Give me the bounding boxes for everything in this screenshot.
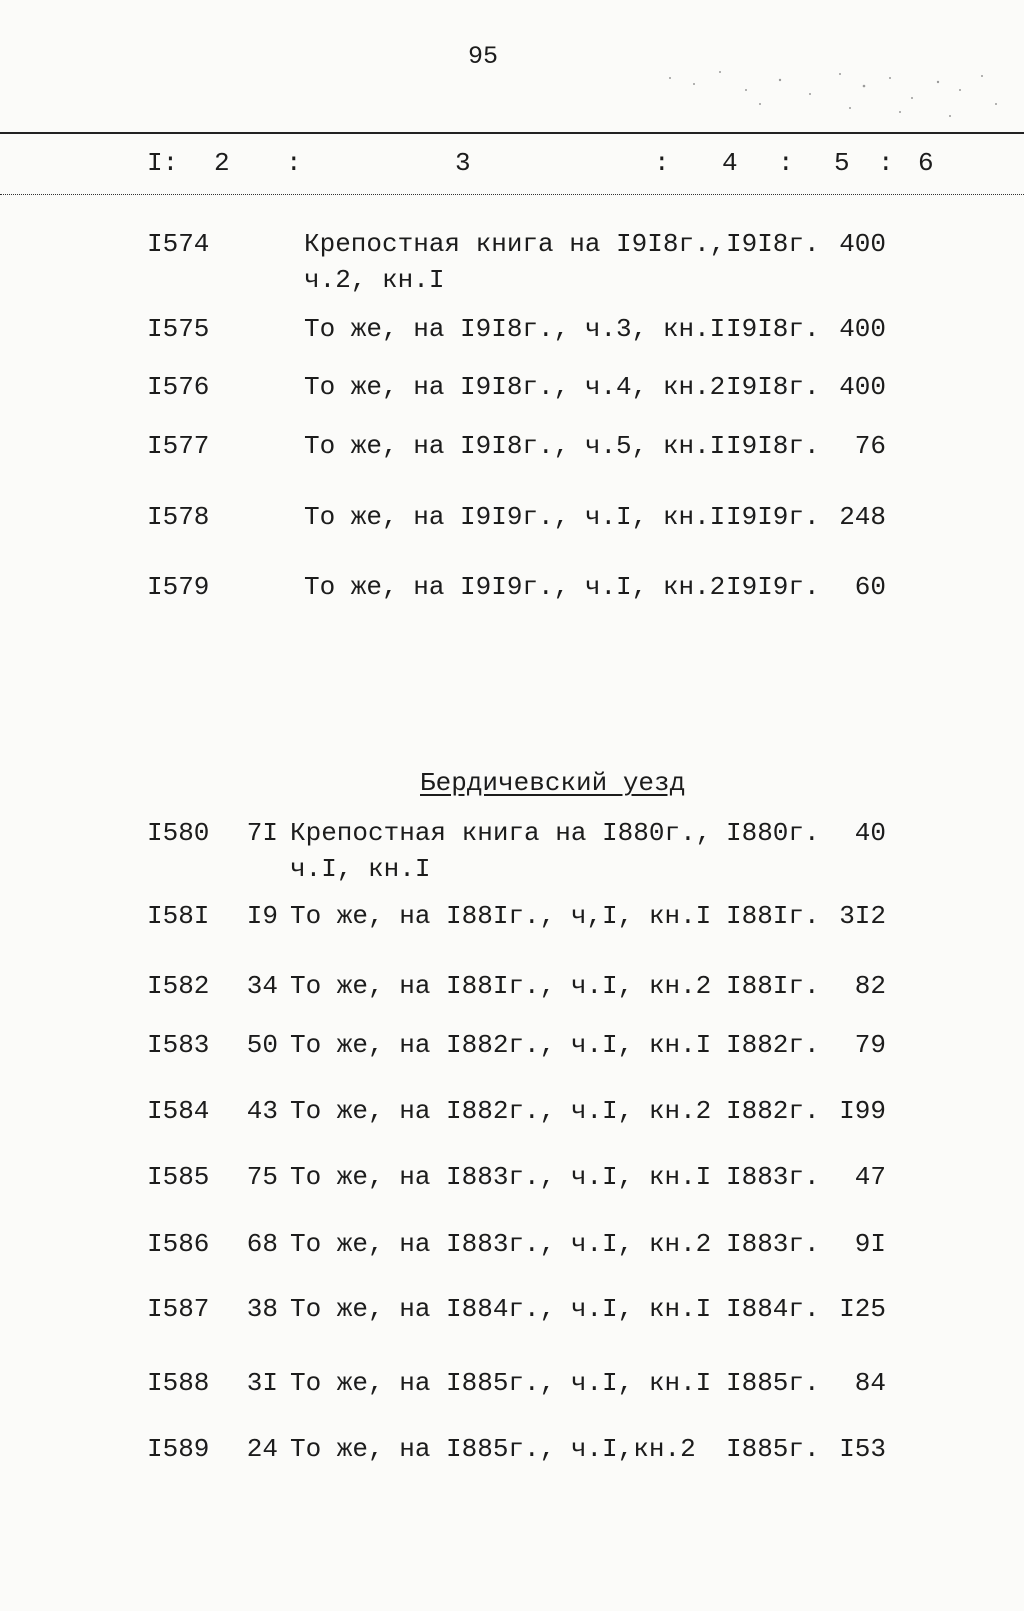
item-date: I885г. <box>726 1368 820 1398</box>
item-date: I883г. <box>726 1162 820 1192</box>
column-separator: : <box>778 148 794 178</box>
item-date: I883г. <box>726 1229 820 1259</box>
old-item-number: 43 <box>246 1096 278 1126</box>
column-header-5: 5 <box>834 148 850 178</box>
item-number: I585 <box>147 1162 210 1192</box>
item-sheet-count: 400 <box>839 372 886 402</box>
item-number: I588 <box>147 1368 210 1398</box>
section-heading: Бердичевский уезд <box>420 768 686 798</box>
old-item-number: 68 <box>246 1229 278 1259</box>
item-title-continuation: ч.I, кн.I <box>290 854 431 884</box>
old-item-number: 50 <box>246 1030 278 1060</box>
item-number: I576 <box>147 372 210 402</box>
page-number: 95 <box>468 42 499 71</box>
item-number: I587 <box>147 1294 210 1324</box>
item-title: Крепостная книга на I880г., <box>290 818 712 848</box>
old-item-number: 24 <box>246 1434 278 1464</box>
item-number: I578 <box>147 502 210 532</box>
item-sheet-count: 47 <box>854 1162 886 1192</box>
item-date: I880г. <box>726 818 820 848</box>
item-date: I9I9г. <box>726 502 820 532</box>
item-sheet-count: I99 <box>839 1096 886 1126</box>
item-number: I584 <box>147 1096 210 1126</box>
item-date: I884г. <box>726 1294 820 1324</box>
column-separator: : <box>286 148 302 178</box>
old-item-number: 7I <box>246 818 278 848</box>
item-number: I577 <box>147 431 210 461</box>
item-title: Крепостная книга на I9I8г., <box>304 229 726 259</box>
item-number: I579 <box>147 572 210 602</box>
item-date: I9I9г. <box>726 572 820 602</box>
item-number: I580 <box>147 818 210 848</box>
item-title: То же, на I883г., ч.I, кн.I <box>290 1162 712 1192</box>
column-header-2: 2 <box>214 148 230 178</box>
item-number: I58I <box>147 901 210 931</box>
item-number: I589 <box>147 1434 210 1464</box>
item-date: I882г. <box>726 1030 820 1060</box>
item-title: То же, на I9I9г., ч.I, кн.2 <box>304 572 726 602</box>
header-top-rule <box>0 132 1024 134</box>
item-title: То же, на I885г., ч.I,кн.2 <box>290 1434 696 1464</box>
column-header-4: 4 <box>722 148 738 178</box>
header-bottom-rule <box>0 194 1024 195</box>
item-sheet-count: 76 <box>854 431 886 461</box>
item-date: I88Iг. <box>726 971 820 1001</box>
item-title: То же, на I88Iг., ч,I, кн.I <box>290 901 712 931</box>
item-date: I9I8г. <box>726 372 820 402</box>
item-number: I582 <box>147 971 210 1001</box>
item-sheet-count: 40 <box>854 818 886 848</box>
item-sheet-count: 248 <box>839 502 886 532</box>
item-sheet-count: 60 <box>854 572 886 602</box>
item-sheet-count: I25 <box>839 1294 886 1324</box>
item-title: То же, на I9I8г., ч.5, кн.I <box>304 431 726 461</box>
column-header-6: 6 <box>918 148 934 178</box>
item-sheet-count: I53 <box>839 1434 886 1464</box>
item-title: То же, на I9I8г., ч.4, кн.2 <box>304 372 726 402</box>
old-item-number: 75 <box>246 1162 278 1192</box>
item-date: I882г. <box>726 1096 820 1126</box>
item-sheet-count: 82 <box>854 971 886 1001</box>
item-title: То же, на I88Iг., ч.I, кн.2 <box>290 971 712 1001</box>
item-date: I885г. <box>726 1434 820 1464</box>
item-sheet-count: 400 <box>839 314 886 344</box>
item-number: I574 <box>147 229 210 259</box>
item-date: I9I8г. <box>726 229 820 259</box>
item-title: То же, на I9I8г., ч.3, кн.I <box>304 314 726 344</box>
column-header-3: 3 <box>455 148 471 178</box>
column-header-1: I: <box>147 148 179 178</box>
old-item-number: 38 <box>246 1294 278 1324</box>
item-date: I88Iг. <box>726 901 820 931</box>
item-title: То же, на I885г., ч.I, кн.I <box>290 1368 712 1398</box>
item-title: То же, на I882г., ч.I, кн.2 <box>290 1096 712 1126</box>
item-sheet-count: 79 <box>854 1030 886 1060</box>
item-date: I9I8г. <box>726 431 820 461</box>
item-sheet-count: 9I <box>854 1229 886 1259</box>
column-separator: : <box>654 148 670 178</box>
item-number: I586 <box>147 1229 210 1259</box>
old-item-number: 3I <box>246 1368 278 1398</box>
item-title: То же, на I884г., ч.I, кн.I <box>290 1294 712 1324</box>
item-date: I9I8г. <box>726 314 820 344</box>
column-separator: : <box>878 148 894 178</box>
item-sheet-count: 3I2 <box>839 901 886 931</box>
old-item-number: 34 <box>246 971 278 1001</box>
item-title: То же, на I9I9г., ч.I, кн.I <box>304 502 726 532</box>
item-title: То же, на I883г., ч.I, кн.2 <box>290 1229 712 1259</box>
item-title: То же, на I882г., ч.I, кн.I <box>290 1030 712 1060</box>
item-number: I583 <box>147 1030 210 1060</box>
column-header-row <box>0 148 1024 184</box>
old-item-number: I9 <box>246 901 278 931</box>
item-sheet-count: 400 <box>839 229 886 259</box>
item-sheet-count: 84 <box>854 1368 886 1398</box>
item-number: I575 <box>147 314 210 344</box>
scan-speckle-noise <box>650 60 1010 130</box>
item-title-continuation: ч.2, кн.I <box>304 265 445 295</box>
